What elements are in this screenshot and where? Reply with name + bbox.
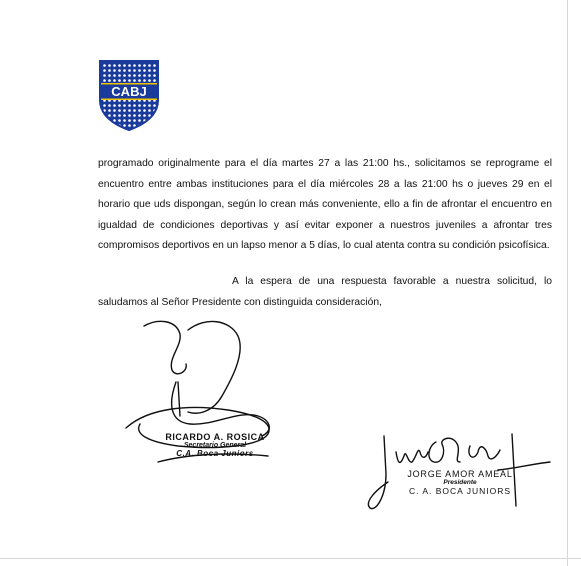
signatory-left-org: C.A. Boca Juniors <box>176 449 254 458</box>
cabj-logo <box>97 58 161 132</box>
closing-paragraph: A la espera de una respuesta favorable a nuestra solicitud, lo saludamos al Señor Presidente con distinguida consideración, <box>98 276 552 308</box>
signatory-left-title: Secretario General <box>183 442 247 449</box>
letter-body <box>98 154 552 257</box>
signatory-right-name: JORGE AMOR AMEAL <box>407 469 513 479</box>
signatory-left-name: RICARDO A. ROSICA <box>165 432 265 442</box>
signature-block-right <box>398 469 522 496</box>
signatory-right-org: C. A. BOCA JUNIORS <box>408 486 512 496</box>
right-border-line <box>567 0 568 566</box>
signature-block-left <box>140 432 290 458</box>
logo-text: CABJ <box>111 84 147 99</box>
signature-right-scribble <box>362 412 562 522</box>
bottom-border-line <box>0 558 581 559</box>
signatory-right-title: Presidente <box>443 479 477 486</box>
closing-block <box>98 272 552 313</box>
body-paragraph: programado originalmente para el día martes 27 a las 21:00 hs., solicitamos se reprograme el encuentro entre ambas instituciones para el día miércoles 28 a las 21:00 hs o jueves 29 en el horario que uds dispongan, según lo crean más conveniente, ello a fin de afrontar el encuentro en igualdad de condiciones deportivas y así evitar exponer a nuestros juveniles a afrontar tres compromisos deportivos en un lapso menor a 5 días, lo cual atenta contra su condición psicofísica. <box>98 158 552 252</box>
cabj-crest-icon <box>97 58 161 132</box>
